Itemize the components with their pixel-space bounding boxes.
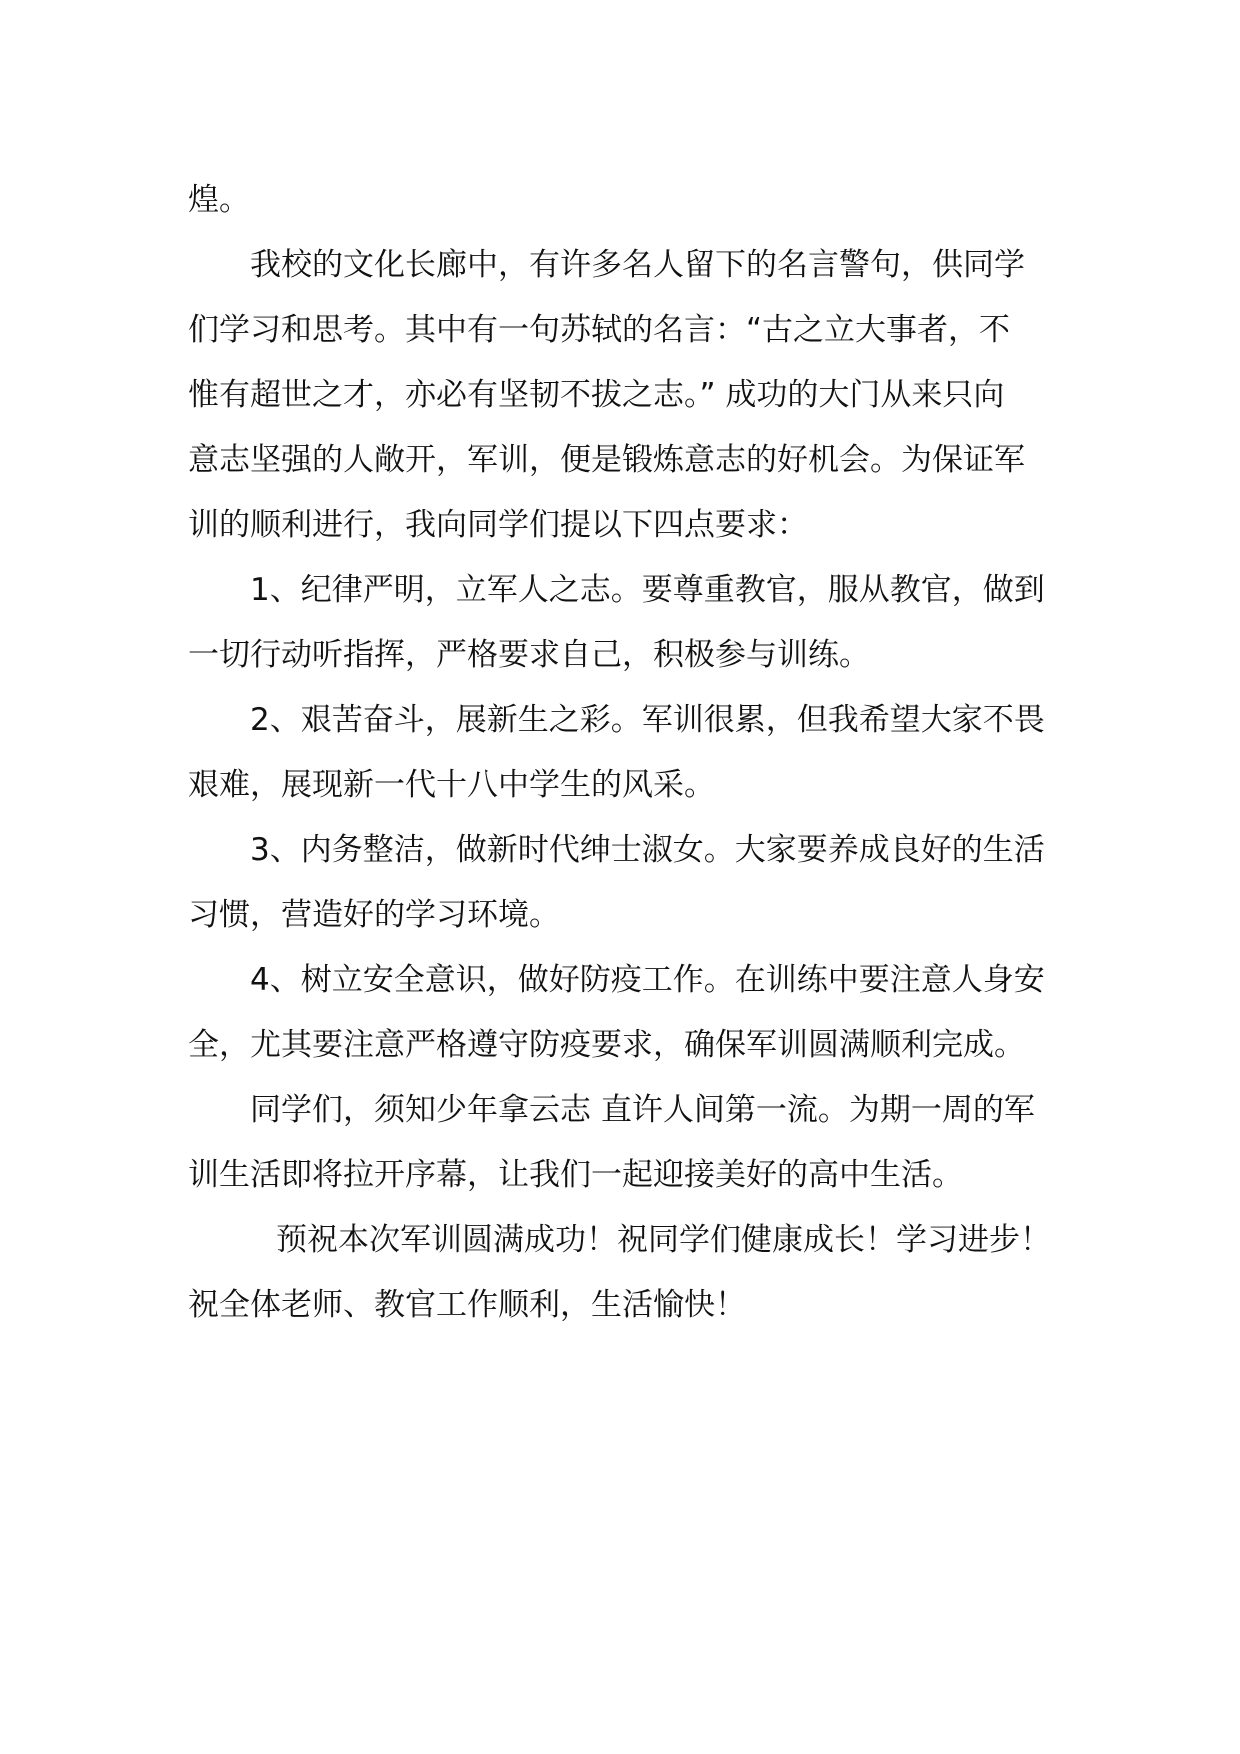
text-line: 我校的文化长廊中，有许多名人留下的名言警句，供同学 bbox=[250, 247, 1025, 283]
text-line: 艰难，展现新一代十八中学生的风采。 bbox=[188, 767, 715, 803]
text-line: 4、树立安全意识，做好防疫工作。在训练中要注意人身安 bbox=[250, 962, 1045, 998]
body-text bbox=[188, 168, 1068, 1338]
text-line: 全，尤其要注意严格遵守防疫要求，确保军训圆满顺利完成。 bbox=[188, 1027, 1025, 1063]
text-line: 预祝本次军训圆满成功！祝同学们健康成长！学习进步！ bbox=[276, 1222, 1051, 1258]
text-line: 一切行动听指挥，严格要求自己，积极参与训练。 bbox=[188, 637, 870, 673]
text-line: 祝全体老师、教官工作顺利，生活愉快！ bbox=[188, 1287, 746, 1323]
text-line: 煌。 bbox=[188, 182, 250, 218]
text-line: 意志坚强的人敞开，军训，便是锻炼意志的好机会。为保证军 bbox=[188, 442, 1025, 478]
text-line: 3、内务整洁，做新时代绅士淑女。大家要养成良好的生活 bbox=[250, 832, 1045, 868]
text-line: 习惯，营造好的学习环境。 bbox=[188, 897, 560, 933]
text-line: 惟有超世之才，亦必有坚韧不拔之志。” 成功的大门从来只向 bbox=[188, 377, 1005, 413]
text-line: 同学们，须知少年拿云志 直许人间第一流。为期一周的军 bbox=[250, 1092, 1035, 1128]
text-line: 训的顺利进行，我向同学们提以下四点要求： bbox=[188, 507, 808, 543]
text-line: 2、艰苦奋斗，展新生之彩。军训很累，但我希望大家不畏 bbox=[250, 702, 1045, 738]
text-line: 们学习和思考。其中有一句苏轼的名言：“古之立大事者，不 bbox=[188, 312, 1011, 348]
text-line: 1、纪律严明，立军人之志。要尊重教官，服从教官，做到 bbox=[250, 572, 1045, 608]
text-line: 训生活即将拉开序幕，让我们一起迎接美好的高中生活。 bbox=[188, 1157, 963, 1193]
